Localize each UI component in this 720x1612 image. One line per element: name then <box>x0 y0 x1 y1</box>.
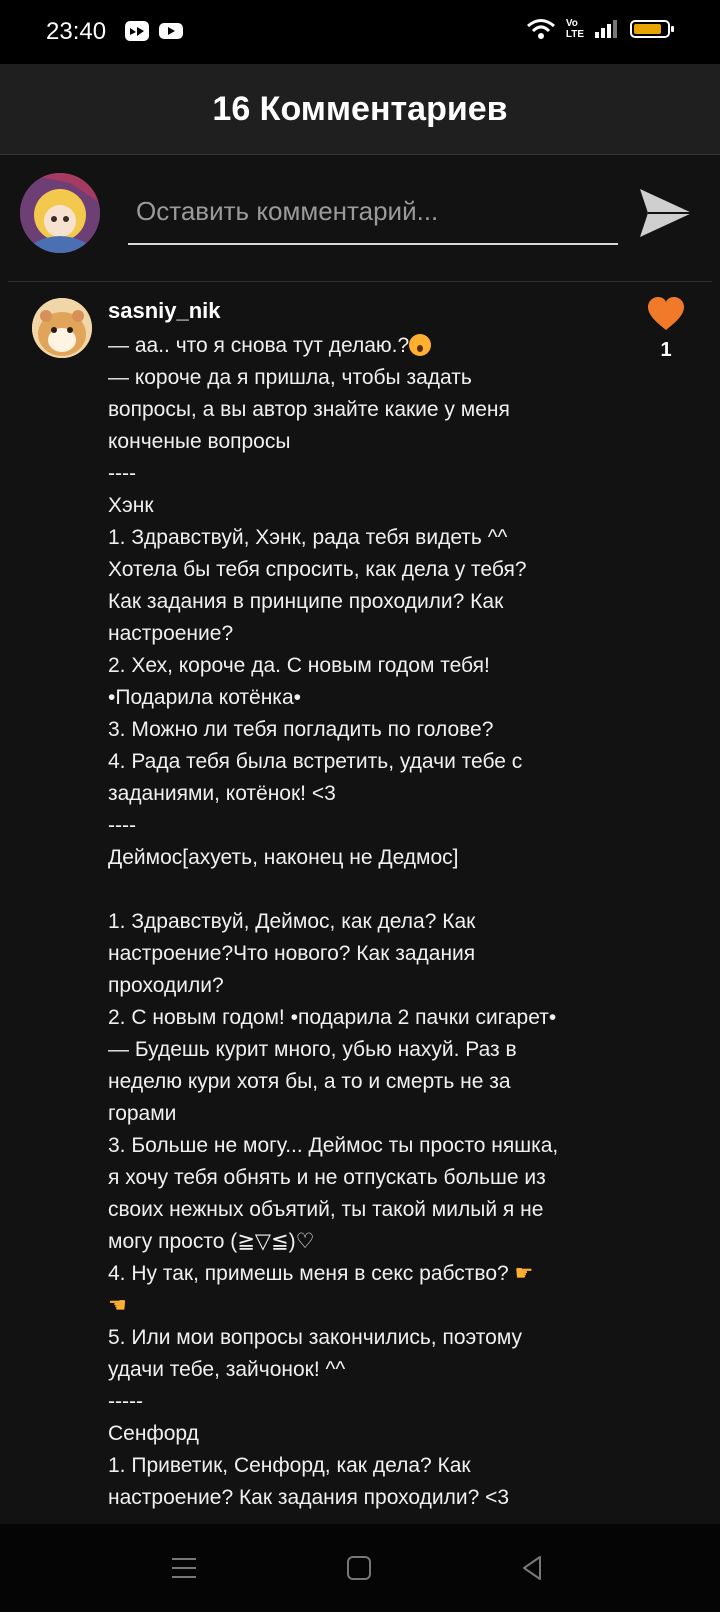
comment-line: настроение? <box>108 622 234 645</box>
status-indicators <box>526 18 670 40</box>
battery-level <box>634 24 661 34</box>
heart-icon[interactable] <box>646 296 686 332</box>
comment-line: проходили? <box>108 974 224 997</box>
comment-author[interactable]: sasniy_nik <box>108 298 221 323</box>
comment-line: Как задания в принципе проходили? Как <box>108 590 504 613</box>
signal-icon <box>594 19 620 39</box>
comment-line: — Будешь курит много, убью нахуй. Раз в <box>108 1038 517 1061</box>
comment-line: неделю кури хотя бы, а то и смерть не за <box>108 1070 511 1093</box>
menu-icon[interactable] <box>168 1552 200 1584</box>
avatar[interactable] <box>20 173 100 253</box>
comment-line: 1. Приветик, Сенфорд, как дела? Как <box>108 1454 471 1477</box>
status-time: 23:40 <box>46 18 107 45</box>
comment-line: могу просто (≧▽≦)♡ <box>108 1230 315 1253</box>
comment-line: 1. Здравствуй, Хэнк, рада тебя видеть ^^ <box>108 526 508 549</box>
youtube-icon <box>158 20 184 42</box>
compose-row <box>8 155 712 282</box>
comment-line: удачи тебе, зайчонок! ^^ <box>108 1358 346 1381</box>
home-icon[interactable] <box>343 1552 375 1584</box>
comment-line-text: — аа.. что я снова тут делаю.? <box>108 334 410 357</box>
volte-indicator <box>566 18 584 40</box>
comment-line <box>108 330 598 362</box>
comment-line: •Подарила котёнка• <box>108 686 301 709</box>
comment-line: 1. Здравствуй, Деймос, как дела? Как <box>108 910 476 933</box>
comment-line <box>108 874 598 906</box>
worried-face-icon <box>409 334 431 356</box>
comment-line: ---- <box>108 814 136 837</box>
system-nav-bar <box>0 1524 720 1612</box>
like-count: 1 <box>660 339 672 361</box>
comment-line: настроение?Что нового? Как задания <box>108 942 476 965</box>
send-arrow-icon[interactable] <box>636 183 696 243</box>
user-avatar-image <box>20 173 100 253</box>
comment-line: 3. Можно ли тебя погладить по голове? <box>108 718 494 741</box>
hamster-avatar-image <box>32 298 92 358</box>
volte-top: Vo <box>565 18 578 29</box>
pointing-hand-icon: ☚ <box>108 1294 127 1317</box>
comment-line: конченые вопросы <box>108 430 291 453</box>
avatar[interactable] <box>32 298 92 358</box>
volte-bottom: LTE <box>565 29 584 40</box>
battery-icon <box>630 20 670 38</box>
comment-line: Хэнк <box>108 494 154 517</box>
comment-line: Хотела бы тебя спросить, как дела у тебя? <box>108 558 527 581</box>
comment-line <box>108 1290 598 1322</box>
comment-line: — короче да я пришла, чтобы задать <box>108 366 472 389</box>
comment-line: вопросы, а вы автор знайте какие у меня <box>108 398 510 421</box>
comment-line: своих нежных объятий, ты такой милый я не <box>108 1198 544 1221</box>
comment-line: я хочу тебя обнять и не отпускать больше из <box>108 1166 546 1189</box>
status-bar <box>0 0 720 64</box>
app-notification-icon <box>124 20 150 42</box>
comment-line: Сенфорд <box>108 1422 199 1445</box>
comment-line: 5. Или мои вопросы закончились, поэтому <box>108 1326 523 1349</box>
comment-line: 2. Хех, короче да. С новым годом тебя! <box>108 654 490 677</box>
comment-line: ---- <box>108 462 136 485</box>
back-icon[interactable] <box>516 1552 548 1584</box>
comment-text <box>108 330 598 1514</box>
pointing-hand-icon: ☛ <box>514 1262 534 1285</box>
comment-line: 2. С новым годом! •подарила 2 пачки сигарет• <box>108 1006 557 1029</box>
comment-line: 3. Больше не могу... Деймос ты просто няшка, <box>108 1134 559 1157</box>
like-button[interactable] <box>640 296 692 362</box>
comment-line: горами <box>108 1102 177 1125</box>
comment-input[interactable] <box>128 185 618 245</box>
page-title: 16 Комментариев <box>212 89 508 128</box>
comment-line: 4. Рада тебя была встретить, удачи тебе с <box>108 750 523 773</box>
comment-line: настроение? Как задания проходили? <3 <box>108 1486 510 1509</box>
comment-line: Деймос[ахуеть, наконец не Дедмос] <box>108 846 459 869</box>
comment-line: ----- <box>108 1390 143 1413</box>
comment-line: заданиями, котёнок! <3 <box>108 782 336 805</box>
comments-header <box>0 64 720 155</box>
comment-line <box>108 1258 598 1290</box>
comment-line-text: 4. Ну так, примешь меня в секс рабство? <box>108 1262 509 1285</box>
wifi-icon <box>526 18 556 40</box>
